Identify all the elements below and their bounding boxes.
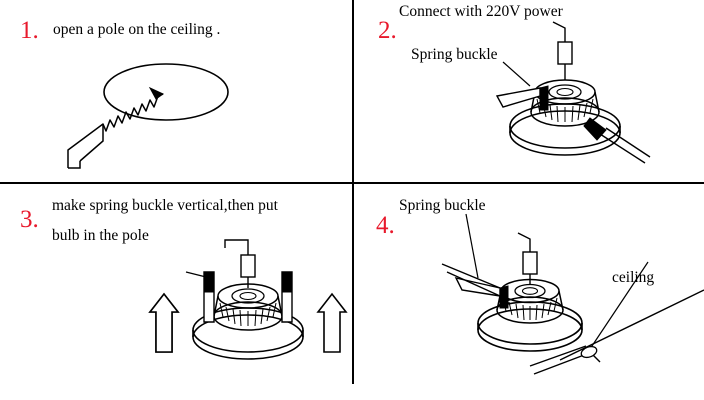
up-arrow-right	[318, 294, 346, 352]
step-3-caption-line1: make spring buckle vertical,then put	[52, 197, 278, 214]
leader-line-4	[466, 214, 478, 278]
step-2-caption-spring-buckle: Spring buckle	[411, 46, 498, 63]
spring-buckle-left-4	[500, 286, 508, 308]
driver-box-2	[558, 42, 572, 64]
step-3-number: 3.	[20, 206, 39, 233]
step-2-number: 2.	[378, 17, 397, 44]
driver-box-3	[241, 255, 255, 277]
leader-line-2	[503, 62, 530, 86]
panel-2-art	[497, 22, 650, 163]
driver-box-4	[523, 252, 537, 274]
ceiling-hole-icon	[104, 64, 228, 120]
downlight-lens-4	[515, 285, 545, 298]
step-4-number: 4.	[376, 212, 395, 239]
vertical-divider-top	[352, 0, 354, 182]
step-4-caption-ceiling: ceiling	[612, 269, 655, 286]
step-4-caption-spring-buckle: Spring buckle	[399, 197, 486, 214]
step-3-caption-line2: bulb in the pole	[52, 227, 149, 244]
vertical-divider-bottom	[352, 184, 354, 384]
up-arrow-left	[150, 294, 178, 352]
panel-4-art	[442, 214, 704, 374]
step-2-caption-power: Connect with 220V power	[399, 3, 563, 20]
panel-1-art	[68, 64, 228, 168]
downlight-body-4	[497, 297, 563, 323]
downlight-lens-2	[549, 85, 581, 99]
spring-buckle-left-2	[540, 86, 548, 110]
downlight-lens-3	[232, 289, 264, 303]
spring-buckle-left-3	[204, 272, 214, 322]
spring-buckle-right-2	[584, 118, 606, 140]
power-wire-3	[225, 240, 248, 255]
downlight-trim-2	[510, 111, 620, 155]
leader-line-3	[186, 272, 210, 278]
downlight-body-2	[531, 98, 599, 126]
downlight-body-3	[214, 302, 282, 330]
step-1-caption: open a pole on the ceiling .	[53, 21, 221, 38]
panel-3-art	[150, 240, 346, 359]
ceiling-line-4	[560, 290, 704, 360]
saw-tip-arrow	[150, 88, 163, 99]
step-1-number: 1.	[20, 17, 39, 44]
saw-icon	[68, 94, 163, 168]
power-wire-2	[553, 22, 565, 42]
downlight-trim-4	[478, 309, 582, 351]
spring-buckle-right-3	[282, 272, 292, 322]
power-wire-4	[518, 233, 530, 252]
downlight-trim-3	[193, 315, 303, 359]
